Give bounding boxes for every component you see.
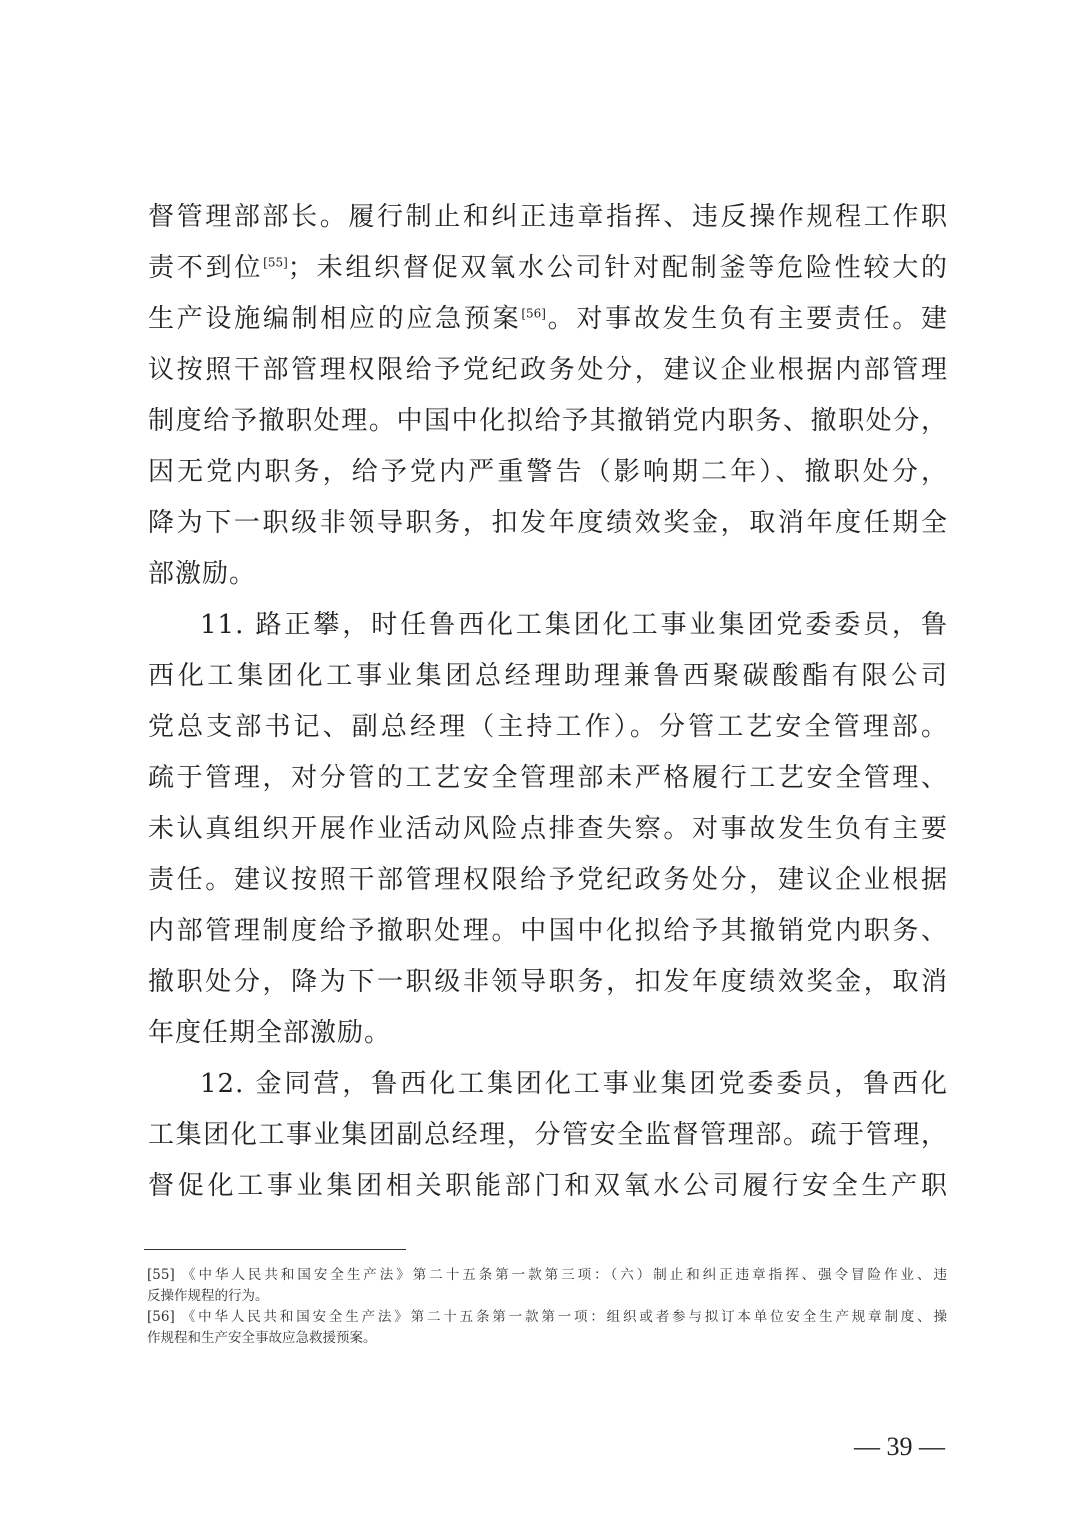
body-line — [148, 1059, 948, 1110]
line-text: ；未组织督促双氧水公司针对配制釜等危险性较大的 — [287, 253, 948, 283]
body-line — [148, 753, 948, 804]
footnote-ref-55[interactable]: [55] — [263, 255, 288, 270]
footnote-55-line: 反操作规程的行为。 — [147, 1288, 269, 1304]
footnote-divider — [144, 1249, 406, 1250]
line-text: 未认真组织开展作业活动风险点排查失察。对事故发生负有主要 — [148, 814, 948, 844]
line-text: 督管理部部长。履行制止和纠正违章指挥、违反操作规程工作职 — [148, 202, 948, 232]
line-text: 生产设施编制相应的应急预案 — [148, 304, 522, 334]
line-text: 疏于管理，对分管的工艺安全管理部未严格履行工艺安全管理、 — [148, 763, 948, 793]
footnote-ref-56[interactable]: [56] — [521, 306, 546, 321]
line-text: 。对事故发生负有主要责任。建 — [545, 304, 948, 334]
line-text: 督促化工事业集团相关职能部门和双氧水公司履行安全生产职 — [148, 1171, 948, 1201]
line-text: 因无党内职务，给予党内严重警告（影响期二年）、撤职处分， — [148, 457, 948, 487]
body-line — [148, 498, 948, 549]
body-line — [148, 1110, 948, 1161]
body-line — [148, 192, 948, 243]
body-line — [148, 651, 948, 702]
footnote-56-line: [56] 《中华人民共和国安全生产法》第二十五条第一款第一项：组织或者参与拟订本单位安全生产规章制度、操 — [147, 1309, 947, 1325]
line-text: 11. 路正攀，时任鲁西化工集团化工事业集团党委委员，鲁 — [200, 610, 948, 640]
body-line — [148, 447, 948, 498]
line-text: 制度给予撤职处理。中国中化拟给予其撤销党内职务、撤职处分， — [148, 406, 948, 436]
body-line — [148, 600, 948, 651]
body-line — [148, 294, 948, 345]
body-line — [148, 396, 948, 447]
body-text — [148, 192, 948, 1212]
line-text: 工集团化工事业集团副总经理，分管安全监督管理部。疏于管理， — [148, 1120, 948, 1150]
line-text: 内部管理制度给予撤职处理。中国中化拟给予其撤销党内职务、 — [148, 916, 948, 946]
page-number: — 39 — — [854, 1432, 945, 1461]
line-text: 议按照干部管理权限给予党纪政务处分，建议企业根据内部管理 — [148, 355, 948, 385]
body-line — [148, 957, 948, 1008]
body-line — [148, 1161, 948, 1212]
line-text: 党总支部书记、副总经理（主持工作）。分管工艺安全管理部。 — [148, 712, 948, 742]
line-text: 年度任期全部激励。 — [148, 1018, 392, 1048]
body-line — [148, 855, 948, 906]
footnote-56-line: 作规程和生产安全事故应急救援预案。 — [147, 1330, 377, 1346]
footnote-55-line: [55] 《中华人民共和国安全生产法》第二十五条第一款第三项：（六）制止和纠正违章指挥、强令冒险作业、违 — [147, 1267, 947, 1283]
body-line — [148, 906, 948, 957]
line-text: 12. 金同营，鲁西化工集团化工事业集团党委委员，鲁西化 — [200, 1069, 948, 1099]
body-line — [148, 549, 948, 600]
line-text: 部激励。 — [148, 559, 257, 589]
body-line — [148, 243, 948, 294]
body-line — [148, 345, 948, 396]
line-text: 责任。建议按照干部管理权限给予党纪政务处分，建议企业根据 — [148, 865, 948, 895]
footnotes — [147, 1265, 947, 1349]
line-text: 降为下一职级非领导职务，扣发年度绩效奖金，取消年度任期全 — [148, 508, 948, 538]
body-line — [148, 804, 948, 855]
body-line — [148, 1008, 948, 1059]
line-text: 西化工集团化工事业集团总经理助理兼鲁西聚碳酸酯有限公司 — [148, 661, 948, 691]
line-text: 责不到位 — [148, 253, 264, 283]
body-line — [148, 702, 948, 753]
line-text: 撤职处分，降为下一职级非领导职务，扣发年度绩效奖金，取消 — [148, 967, 948, 997]
